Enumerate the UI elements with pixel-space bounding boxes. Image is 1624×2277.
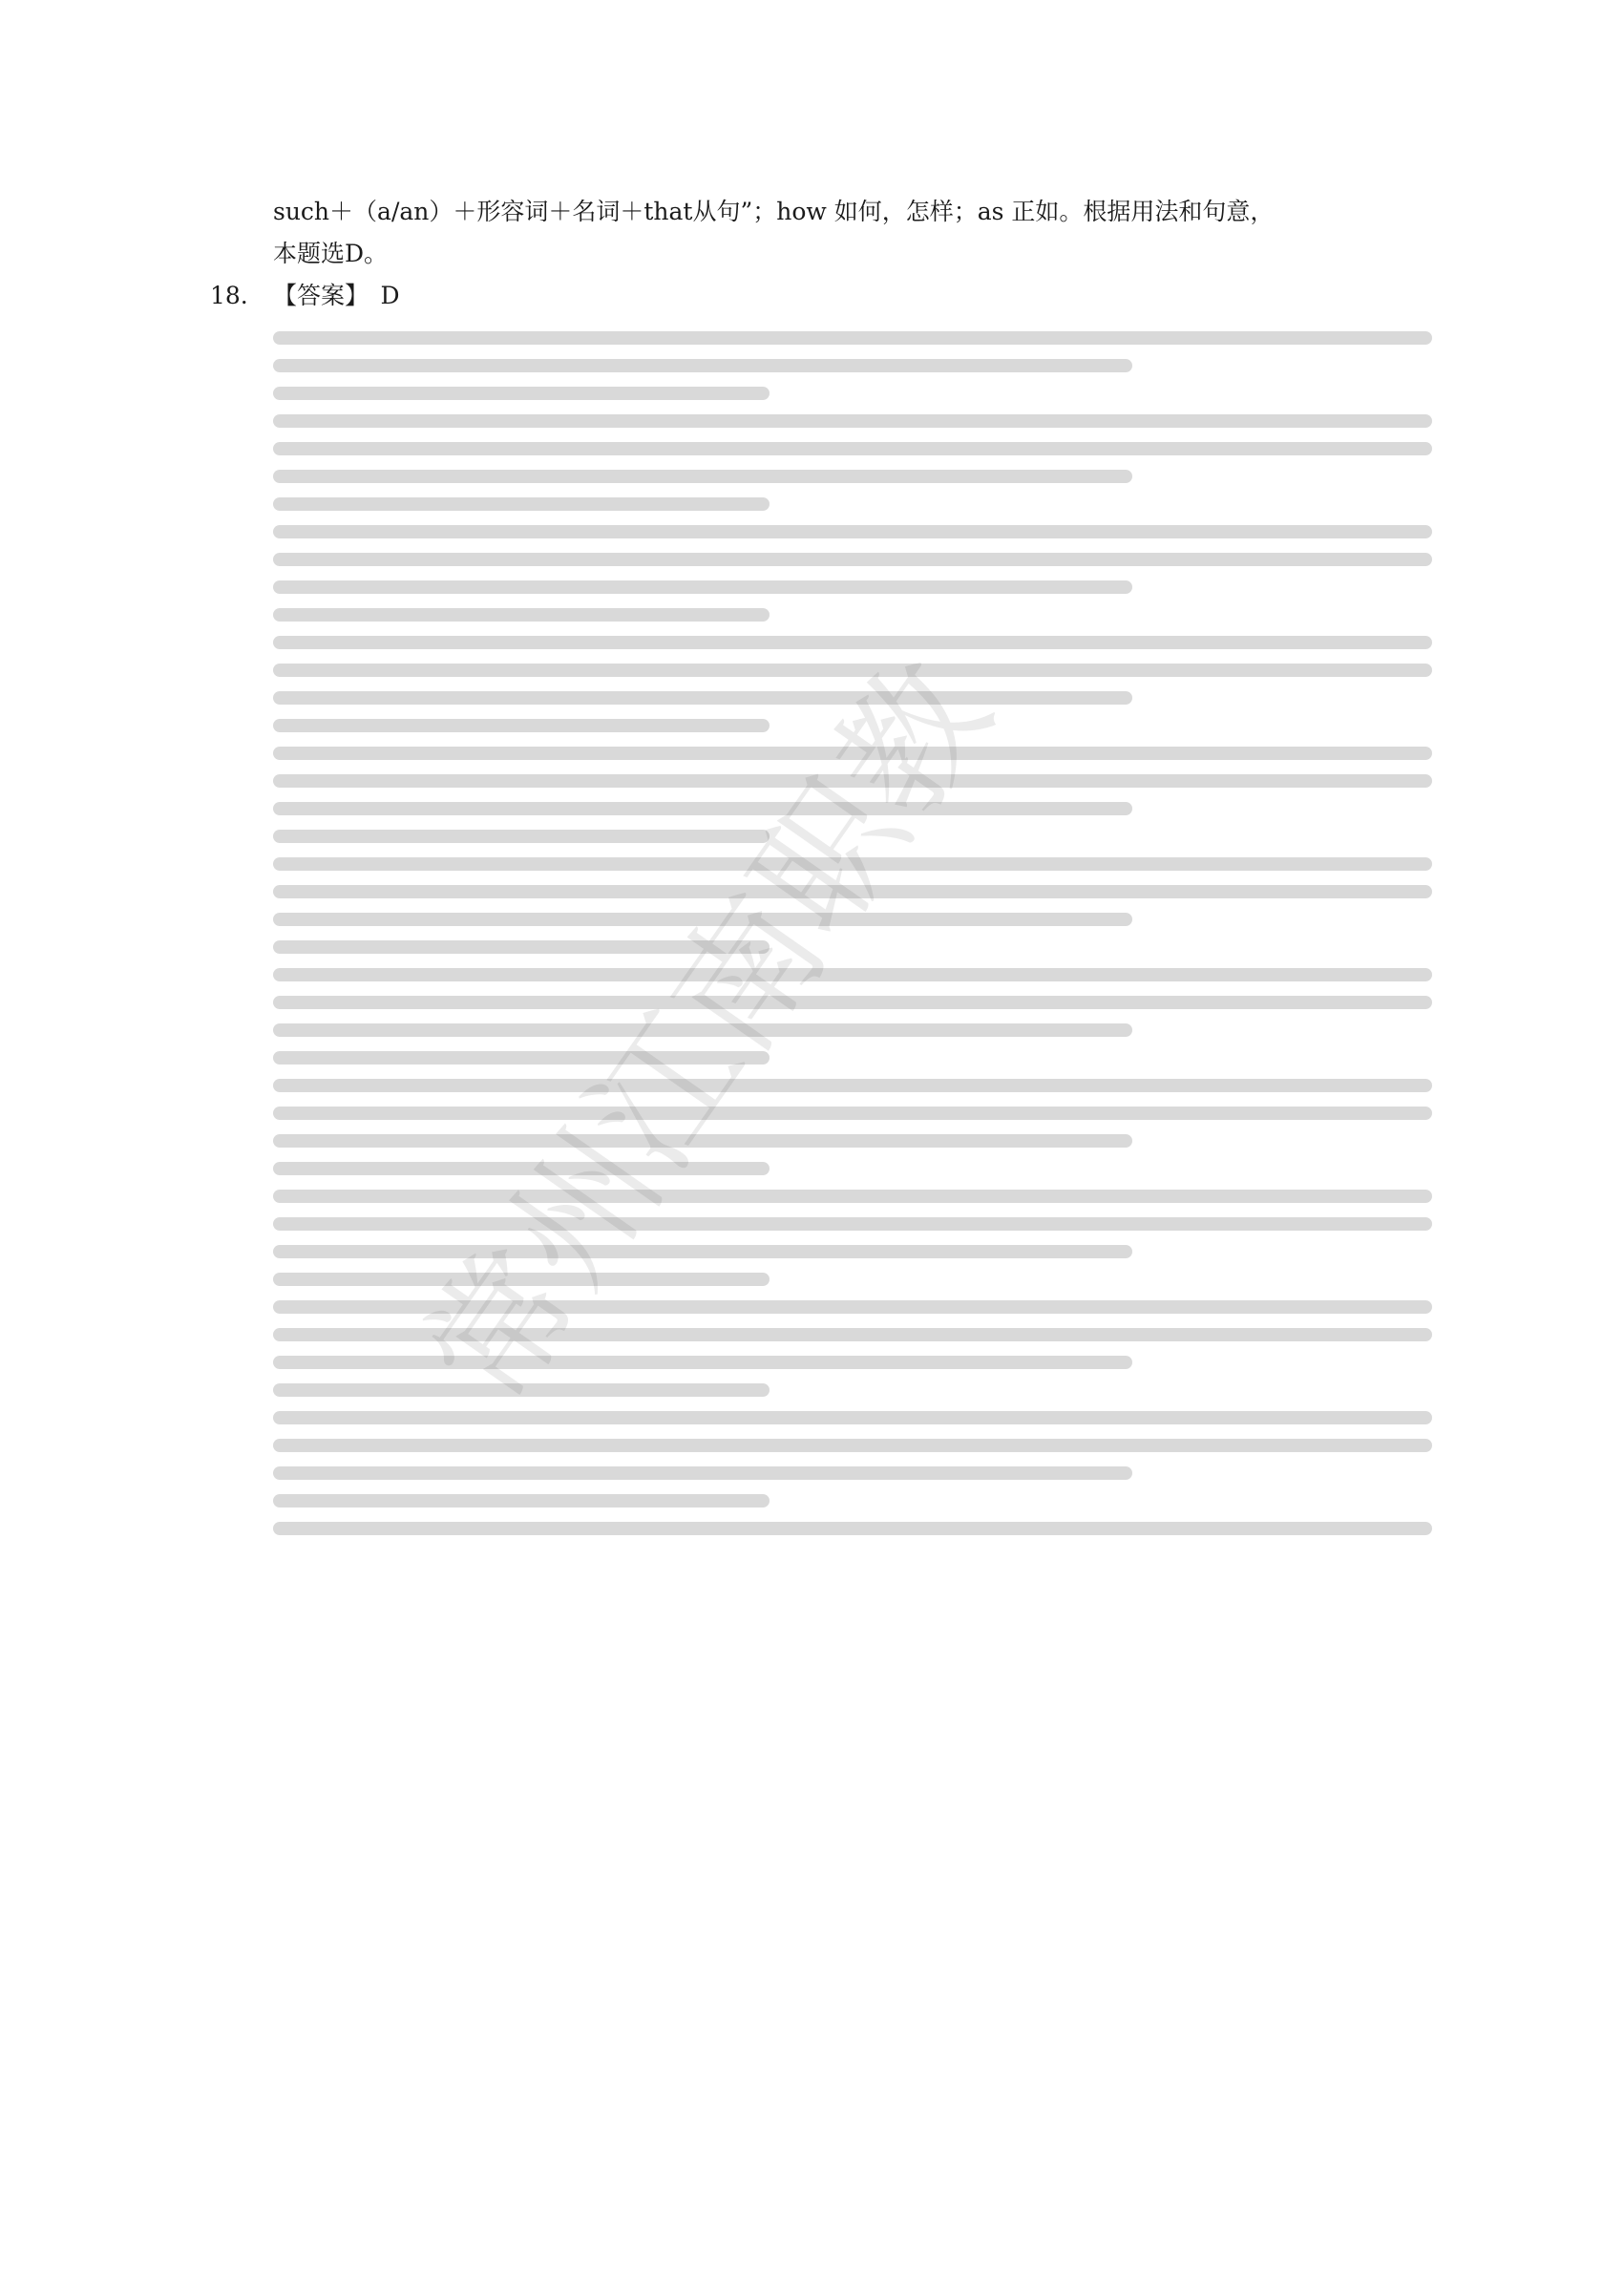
text-line-placeholder bbox=[273, 913, 1132, 926]
text-line-placeholder bbox=[273, 1107, 1432, 1120]
text-line-placeholder bbox=[273, 968, 1432, 981]
q18-number: 18. bbox=[210, 282, 248, 309]
text-line-placeholder bbox=[273, 857, 1432, 871]
text-line-placeholder bbox=[273, 996, 1432, 1009]
text-line-placeholder bbox=[273, 1383, 770, 1397]
text-line-placeholder bbox=[273, 525, 1432, 538]
text-line-placeholder bbox=[273, 940, 770, 954]
text-line-placeholder bbox=[273, 1439, 1432, 1452]
text-line-placeholder bbox=[273, 1300, 1432, 1314]
text-line-placeholder bbox=[273, 414, 1432, 428]
text-line-placeholder bbox=[273, 802, 1132, 815]
text-line-placeholder bbox=[273, 1356, 1132, 1369]
text-line-placeholder bbox=[273, 1051, 770, 1065]
text-line-placeholder bbox=[273, 497, 770, 511]
text-line-placeholder bbox=[273, 1522, 1432, 1535]
text-line-placeholder bbox=[273, 636, 1432, 649]
text-line-placeholder bbox=[273, 664, 1432, 677]
text-line-placeholder bbox=[273, 1134, 1132, 1148]
intro-line-2: 本题选D。 bbox=[273, 240, 389, 267]
remaining-content-placeholder bbox=[210, 331, 1432, 1535]
text-line-placeholder bbox=[273, 442, 1432, 455]
text-line-placeholder bbox=[273, 1328, 1432, 1341]
text-line-placeholder bbox=[273, 1162, 770, 1175]
text-line-placeholder bbox=[273, 830, 770, 843]
text-line-placeholder bbox=[273, 1466, 1132, 1480]
text-line-placeholder bbox=[273, 719, 770, 732]
document-page bbox=[210, 191, 1432, 2196]
text-line-placeholder bbox=[273, 885, 1432, 898]
text-line-placeholder bbox=[273, 774, 1432, 788]
text-line-placeholder bbox=[273, 1190, 1432, 1203]
text-line-placeholder bbox=[273, 1079, 1432, 1092]
text-line-placeholder bbox=[273, 1217, 1432, 1231]
text-line-placeholder bbox=[273, 691, 1132, 705]
intro-line-1: such＋（a/an）＋形容词＋名词＋that从句”；how 如何，怎样；as 正如。根据用法和句意， bbox=[273, 198, 1275, 225]
text-line-placeholder bbox=[273, 608, 770, 622]
text-line-placeholder bbox=[273, 553, 1432, 566]
text-line-placeholder bbox=[273, 359, 1132, 372]
text-line-placeholder bbox=[273, 1023, 1132, 1037]
text-line-placeholder bbox=[273, 470, 1132, 483]
text-line-placeholder bbox=[273, 1245, 1132, 1258]
text-line-placeholder bbox=[273, 387, 770, 400]
text-line-placeholder bbox=[273, 747, 1432, 760]
text-line-placeholder bbox=[273, 580, 1132, 594]
q18-answer: 【答案】 D bbox=[273, 282, 400, 309]
text-line-placeholder bbox=[273, 331, 1432, 345]
text-line-placeholder bbox=[273, 1411, 1432, 1424]
text-line-placeholder bbox=[273, 1494, 770, 1507]
q18-answer-row bbox=[210, 275, 1432, 317]
text-line-placeholder bbox=[273, 1273, 770, 1286]
